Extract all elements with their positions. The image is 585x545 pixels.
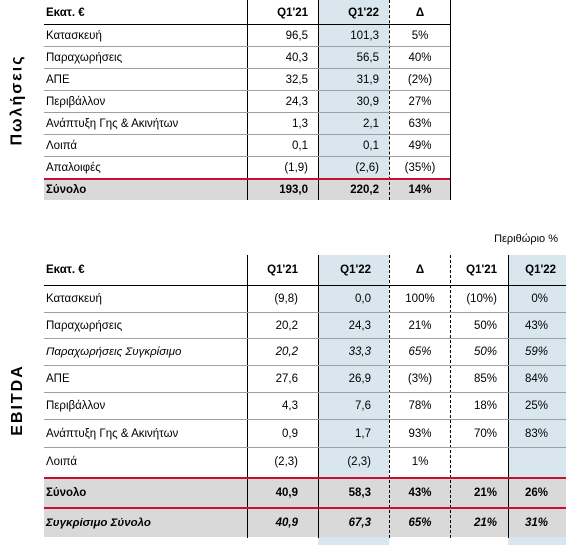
sales-header-label: Εκατ. €: [46, 7, 85, 19]
ebitda-header-row: Εκατ. € Q1'21 Q1'22 Δ Q1'21 Q1'22: [0, 256, 585, 284]
margin-note: Περιθώριο %: [494, 233, 558, 245]
ebitda-header-label: Εκατ. €: [46, 264, 85, 276]
table-row: Λοιπά (2,3) (2,3) 1%: [46, 456, 429, 468]
sales-header-q1-22: Q1'22: [348, 7, 379, 19]
table-row: Ανάπτυξη Γης & Ακινήτων 0,9 1,7 93% 70% 83%: [46, 427, 548, 440]
table-row: Περιβάλλον 4,3 7,6 78% 18% 25%: [46, 400, 548, 412]
sales-header-row: [0, 3, 585, 23]
table-row: Παραχωρήσεις Συγκρίσιμο 20,2 33,3 65% 50% 59%: [46, 346, 548, 358]
ebitda-section-label: EBITDA: [9, 364, 26, 436]
sales-total-row: Σύνολο 193,0 220,2 14%: [46, 184, 432, 196]
sales-section-label: Πωλήσεις: [9, 54, 27, 146]
table-row: ΑΠΕ 27,6 26,9 (3%) 85% 84%: [46, 373, 548, 385]
table-row: ΑΠΕ 32,5 31,9 (2%): [46, 73, 433, 86]
table-row: Απαλοιφές (1,9) (2,6) (35%): [46, 161, 436, 174]
table-row: Παραχωρήσεις 20,2 24,3 21% 50% 43%: [46, 319, 548, 332]
table-row: Περιβάλλον 24,3 30,9 27%: [46, 95, 432, 108]
sales-header-q1-21: Q1'21: [277, 7, 308, 19]
sales-header-delta: Δ: [415, 7, 425, 19]
table-row: Κατασκευή (9,8) 0,0 100% (10%) 0%: [46, 293, 548, 305]
ebitda-total-row: Σύνολο 40,9 58,3 43% 21% 26%: [46, 487, 548, 499]
table-row: Ανάπτυξη Γης & Ακινήτων 1,3 2,1 63%: [46, 117, 432, 130]
table-row: Λοιπά 0,1 0,1 49%: [46, 139, 432, 152]
table-row: Κατασκευή 96,5 101,3 5%: [46, 29, 429, 42]
ebitda-comparable-total-row: Συγκρίσιμο Σύνολο 40,9 67,3 65% 21% 31%: [46, 517, 548, 529]
table-row: Παραχωρήσεις 40,3 56,5 40%: [46, 51, 432, 64]
